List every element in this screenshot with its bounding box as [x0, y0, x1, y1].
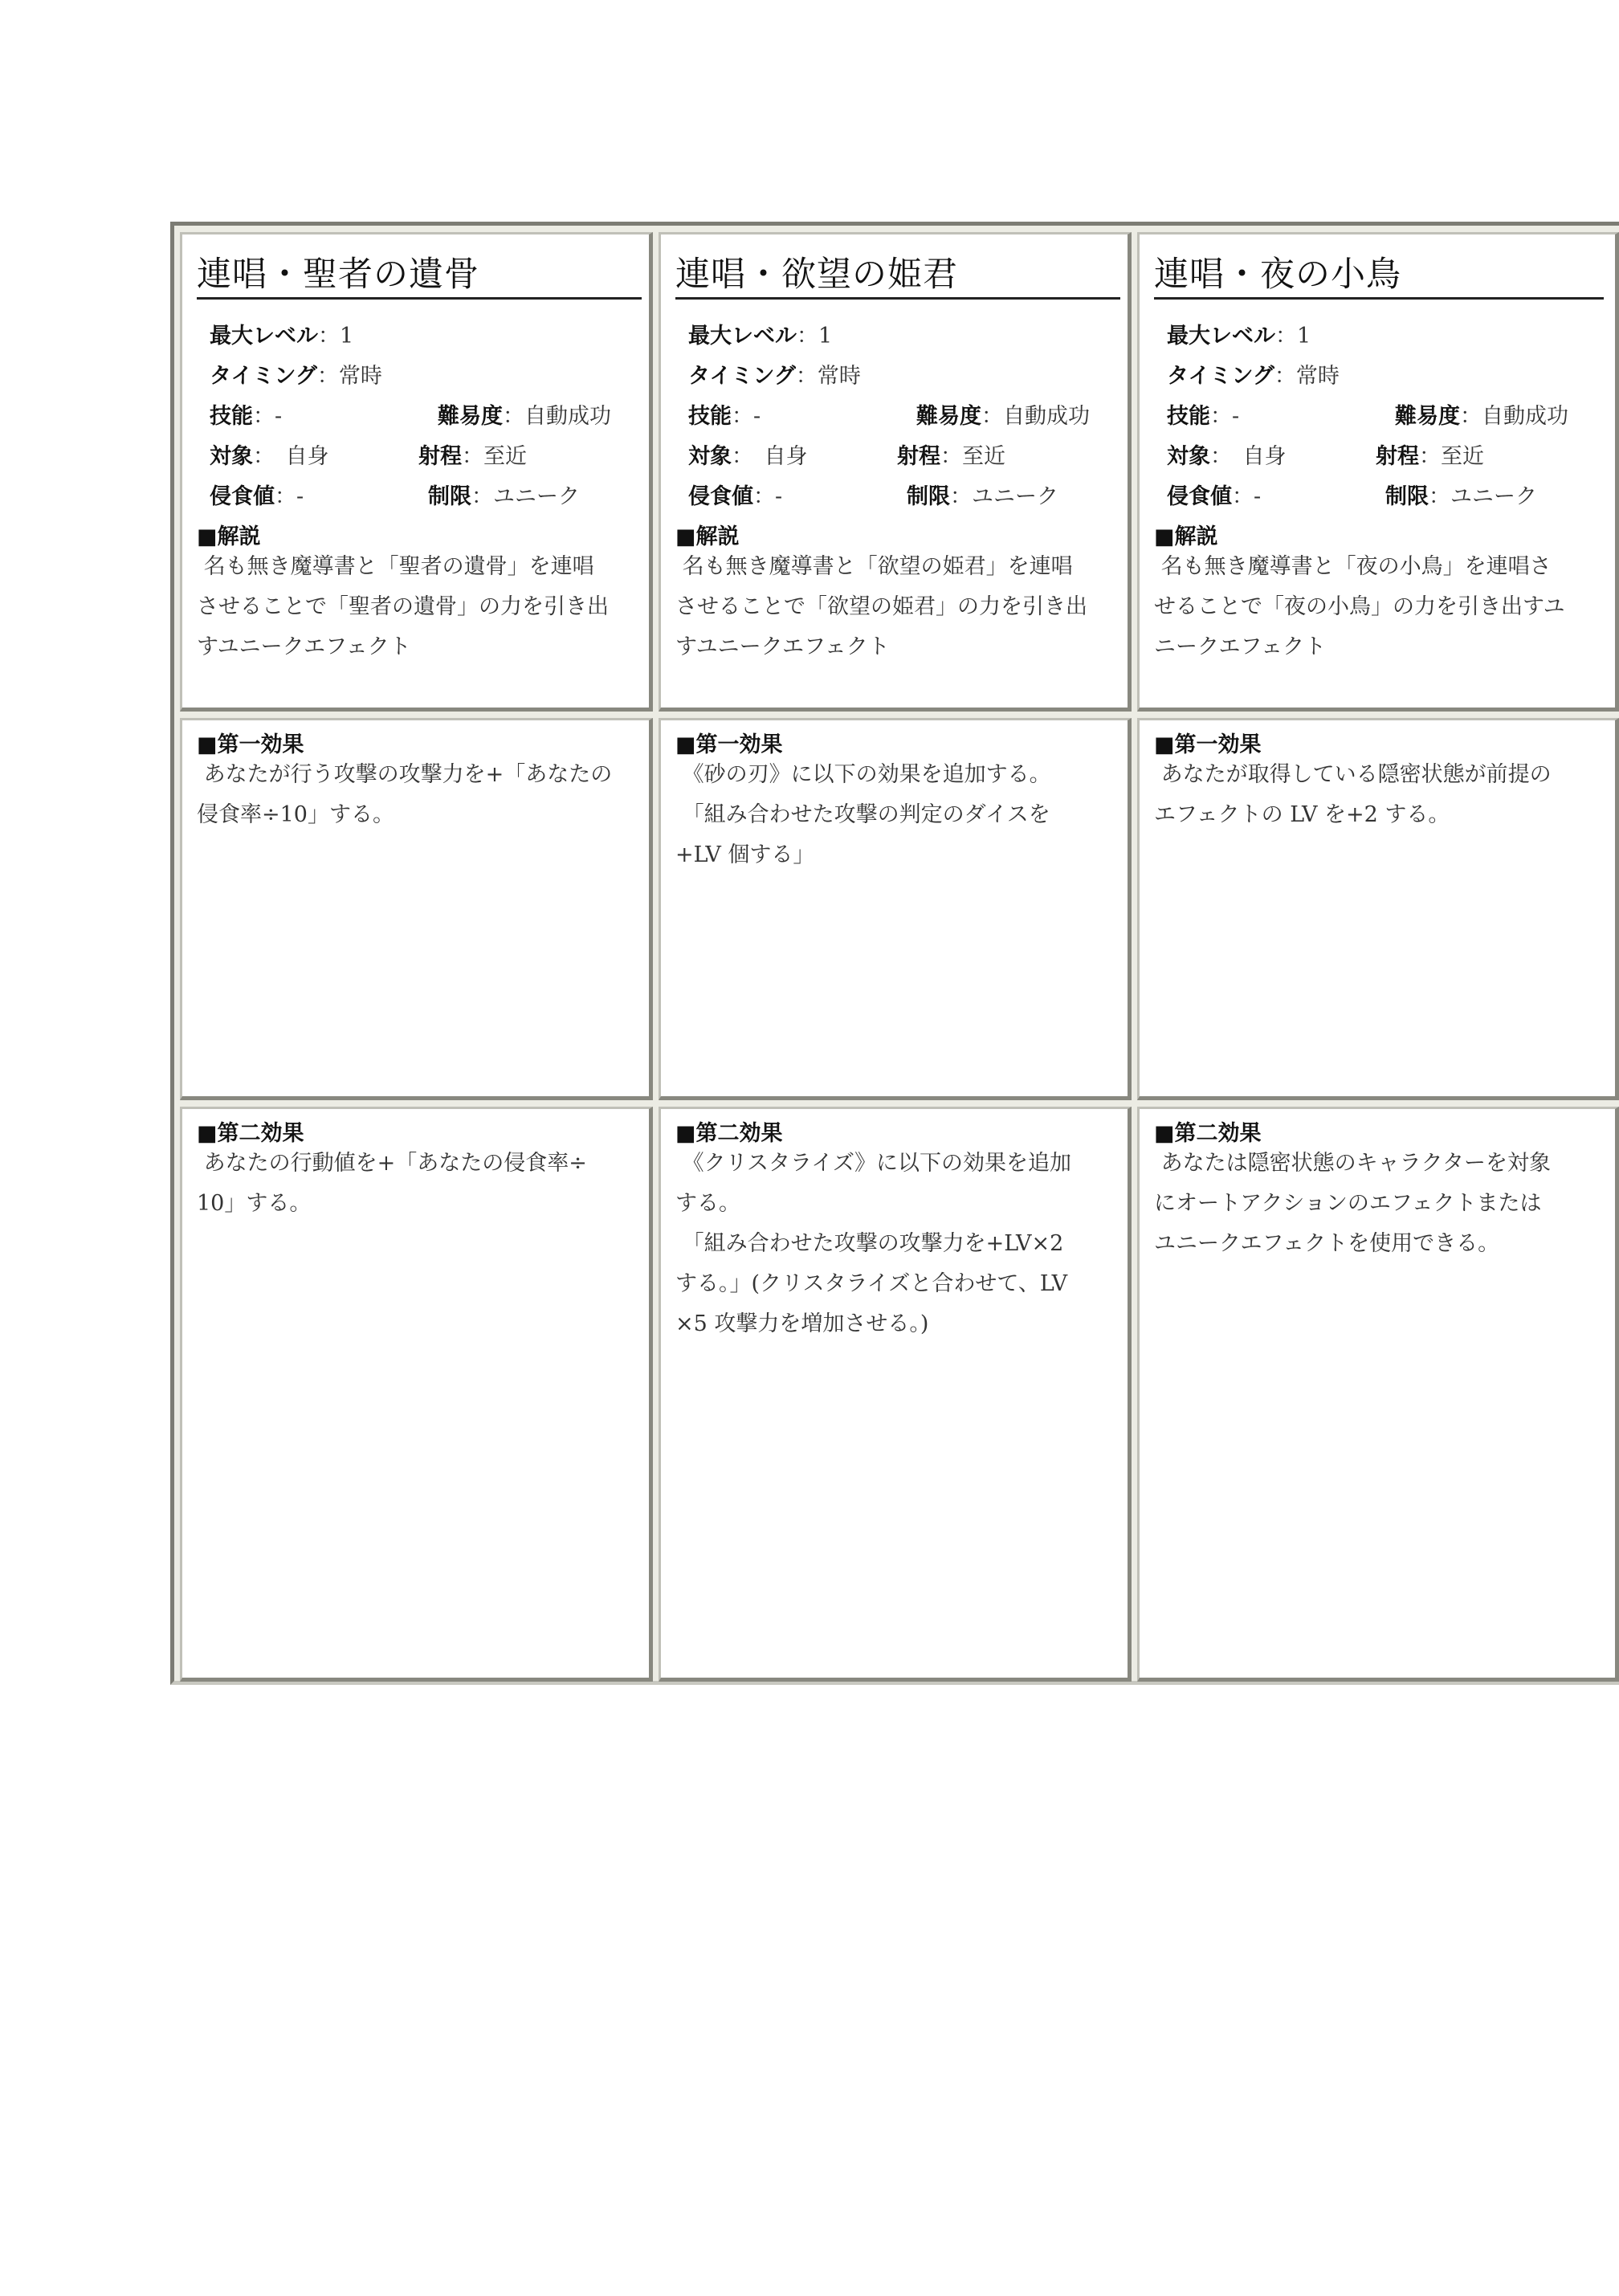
- skill-field-value: -: [753, 404, 761, 429]
- description-text-line: 名も無き魔導書と「夜の小鳥」を連唱さ: [1154, 554, 1552, 579]
- description-text: [1154, 547, 1604, 667]
- skill-field: [210, 403, 282, 430]
- description-heading: ■解説: [675, 524, 740, 549]
- difficulty-field-value: 自動成功: [1003, 404, 1090, 429]
- description-text-line: 名も無き魔導書と「欲望の姫君」を連唱: [675, 554, 1073, 579]
- max-level-field-sep: ：: [1275, 324, 1297, 349]
- erosion-field-label: 侵食値: [210, 484, 275, 509]
- timing-field-sep: ：: [795, 364, 818, 389]
- target-field-value: 自身: [764, 444, 808, 469]
- range-field-sep: ：: [1419, 444, 1441, 469]
- target-field-value: 自身: [285, 444, 329, 469]
- difficulty-field-label: 難易度: [1395, 404, 1460, 429]
- description-text-line: させることで「聖者の遺骨」の力を引き出: [197, 594, 609, 619]
- target-field-value: 自身: [1242, 444, 1287, 469]
- description-text-line: 名も無き魔導書と「聖者の遺骨」を連唱: [197, 554, 594, 579]
- card-header-cell: [1137, 232, 1619, 712]
- range-field-sep: ：: [462, 444, 483, 469]
- skill-field-value: -: [1232, 404, 1240, 429]
- difficulty-field: [1395, 403, 1568, 430]
- limit-field-label: 制限: [1385, 484, 1429, 509]
- erosion-field-label: 侵食値: [1167, 484, 1232, 509]
- target-field-sep: ：: [1210, 444, 1243, 469]
- limit-field: [1385, 483, 1537, 511]
- card-title: 連唱・夜の小鳥: [1154, 252, 1604, 300]
- max-level-field-sep: ：: [797, 324, 818, 349]
- first-effect-text-line: あなたが取得している隠密状態が前提の: [1154, 762, 1552, 787]
- limit-field: [907, 483, 1058, 511]
- first-effect-text-line: 侵食率÷10」する。: [197, 802, 394, 827]
- range-field-value: 至近: [962, 444, 1005, 469]
- timing-field-label: タイミング: [688, 364, 796, 389]
- timing-field: [210, 363, 382, 390]
- limit-field-value: ユニーク: [972, 484, 1058, 509]
- difficulty-field: [438, 403, 611, 430]
- difficulty-field-label: 難易度: [916, 404, 981, 429]
- range-field: [897, 443, 1005, 471]
- limit-field-sep: ：: [950, 484, 972, 509]
- timing-field-value: 常時: [1295, 364, 1340, 389]
- difficulty-field: [916, 403, 1090, 430]
- first-effect-heading: ■第一効果: [1154, 732, 1262, 757]
- card-header-cell: [659, 232, 1132, 712]
- second-effect-text-line: あなたの行動値を+「あなたの侵食率÷: [197, 1151, 587, 1176]
- second-effect-text-line: 《クリスタライズ》に以下の効果を追加: [675, 1151, 1071, 1176]
- target-field: [1167, 443, 1287, 471]
- skill-field-label: 技能: [688, 404, 732, 429]
- card-title: 連唱・欲望の姫君: [675, 252, 1120, 300]
- second-effect-text: [675, 1144, 1116, 1344]
- erosion-field: [1167, 483, 1261, 511]
- second-effect-text-line: する。」(クリスタライズと合わせて、LV: [675, 1271, 1068, 1296]
- difficulty-field-value: 自動成功: [524, 404, 611, 429]
- first-effect-text-line: 「組み合わせた攻撃の判定のダイスを: [675, 802, 1050, 827]
- first-effect-cell: [659, 718, 1132, 1100]
- erosion-field-label: 侵食値: [688, 484, 753, 509]
- first-effect-cell: [180, 718, 653, 1100]
- limit-field-sep: ：: [1429, 484, 1450, 509]
- target-field: [210, 443, 329, 471]
- skill-field-sep: ：: [1210, 404, 1232, 429]
- max-level-field-value: 1: [340, 324, 354, 349]
- second-effect-text-line: 10」する。: [197, 1191, 312, 1216]
- skill-field-value: -: [275, 404, 283, 429]
- range-field-label: 射程: [418, 444, 462, 469]
- second-effect-heading: ■第二効果: [1154, 1121, 1262, 1146]
- effect-table: [170, 222, 1619, 1685]
- target-field-sep: ：: [732, 444, 765, 469]
- erosion-field-value: -: [296, 484, 304, 509]
- limit-field: [428, 483, 580, 511]
- description-text: [675, 547, 1116, 667]
- description-heading: ■解説: [197, 524, 261, 549]
- target-field-sep: ：: [253, 444, 286, 469]
- limit-field-value: ユニーク: [493, 484, 580, 509]
- timing-field-value: 常時: [817, 364, 861, 389]
- skill-field-label: 技能: [1167, 404, 1210, 429]
- max-level-field-value: 1: [818, 324, 833, 349]
- erosion-field-sep: ：: [753, 484, 775, 509]
- difficulty-field-sep: ：: [981, 404, 1003, 429]
- description-text-line: すユニークエフェクト: [197, 634, 411, 659]
- max-level-field: [1167, 323, 1311, 350]
- description-text-line: すユニークエフェクト: [675, 634, 890, 659]
- second-effect-cell: [1137, 1107, 1619, 1682]
- difficulty-field-sep: ：: [503, 404, 524, 429]
- first-effect-text-line: 《砂の刃》に以下の効果を追加する。: [675, 762, 1051, 787]
- first-effect-text: [675, 755, 1116, 875]
- description-heading: ■解説: [1154, 524, 1218, 549]
- difficulty-field-label: 難易度: [438, 404, 503, 429]
- description-text-line: せることで「夜の小鳥」の力を引き出すユ: [1154, 594, 1565, 619]
- second-effect-text-line: にオートアクションのエフェクトまたは: [1154, 1191, 1542, 1216]
- second-effect-text: [197, 1144, 638, 1224]
- max-level-field-label: 最大レベル: [688, 324, 797, 349]
- first-effect-heading: ■第一効果: [197, 732, 304, 757]
- range-field-value: 至近: [483, 444, 527, 469]
- max-level-field-value: 1: [1297, 324, 1311, 349]
- max-level-field-label: 最大レベル: [1167, 324, 1275, 349]
- target-field-label: 対象: [1167, 444, 1210, 469]
- card-title: 連唱・聖者の遺骨: [197, 252, 642, 300]
- skill-field: [1167, 403, 1239, 430]
- card-header-cell: [180, 232, 653, 712]
- second-effect-text-line: ユニークエフェクトを使用できる。: [1154, 1231, 1500, 1256]
- erosion-field: [688, 483, 782, 511]
- limit-field-sep: ：: [471, 484, 493, 509]
- range-field: [1376, 443, 1484, 471]
- max-level-field-sep: ：: [318, 324, 340, 349]
- second-effect-cell: [180, 1107, 653, 1682]
- second-effect-cell: [659, 1107, 1132, 1682]
- skill-field: [688, 403, 761, 430]
- second-effect-text-line: ×5 攻撃力を増加させる。): [675, 1311, 929, 1336]
- erosion-field-sep: ：: [1232, 484, 1254, 509]
- erosion-field: [210, 483, 304, 511]
- skill-field-label: 技能: [210, 404, 253, 429]
- target-field-label: 対象: [210, 444, 253, 469]
- timing-field: [688, 363, 861, 390]
- first-effect-text-line: あなたが行う攻撃の攻撃力を+「あなたの: [197, 762, 613, 787]
- timing-field-label: タイミング: [210, 364, 317, 389]
- max-level-field: [210, 323, 353, 350]
- second-effect-heading: ■第二効果: [675, 1121, 783, 1146]
- range-field-label: 射程: [1376, 444, 1419, 469]
- erosion-field-sep: ：: [275, 484, 296, 509]
- timing-field: [1167, 363, 1340, 390]
- skill-field-sep: ：: [732, 404, 753, 429]
- timing-field-label: タイミング: [1167, 364, 1274, 389]
- target-field: [688, 443, 808, 471]
- first-effect-text: [1154, 755, 1604, 835]
- description-text-line: させることで「欲望の姫君」の力を引き出: [675, 594, 1087, 619]
- difficulty-field-sep: ：: [1460, 404, 1482, 429]
- limit-field-label: 制限: [428, 484, 471, 509]
- max-level-field: [688, 323, 832, 350]
- first-effect-text-line: +LV 個する」: [675, 842, 815, 867]
- description-text-line: ニークエフェクト: [1154, 634, 1327, 659]
- first-effect-cell: [1137, 718, 1619, 1100]
- target-field-label: 対象: [688, 444, 732, 469]
- description-text: [197, 547, 638, 667]
- second-effect-text: [1154, 1144, 1604, 1264]
- limit-field-label: 制限: [907, 484, 950, 509]
- second-effect-heading: ■第二効果: [197, 1121, 304, 1146]
- second-effect-text-line: する。: [675, 1191, 740, 1216]
- erosion-field-value: -: [1254, 484, 1262, 509]
- range-field-value: 至近: [1441, 444, 1484, 469]
- second-effect-text-line: 「組み合わせた攻撃の攻撃力を+LV×2: [675, 1231, 1064, 1256]
- max-level-field-label: 最大レベル: [210, 324, 318, 349]
- timing-field-sep: ：: [316, 364, 339, 389]
- difficulty-field-value: 自動成功: [1482, 404, 1568, 429]
- first-effect-text: [197, 755, 638, 835]
- timing-field-sep: ：: [1274, 364, 1296, 389]
- range-field-sep: ：: [940, 444, 962, 469]
- timing-field-value: 常時: [338, 364, 382, 389]
- second-effect-text-line: あなたは隠密状態のキャラクターを対象: [1154, 1151, 1552, 1176]
- skill-field-sep: ：: [253, 404, 275, 429]
- erosion-field-value: -: [775, 484, 783, 509]
- first-effect-text-line: エフェクトの LV を+2 する。: [1154, 802, 1450, 827]
- range-field: [418, 443, 527, 471]
- range-field-label: 射程: [897, 444, 940, 469]
- first-effect-heading: ■第一効果: [675, 732, 783, 757]
- limit-field-value: ユニーク: [1450, 484, 1537, 509]
